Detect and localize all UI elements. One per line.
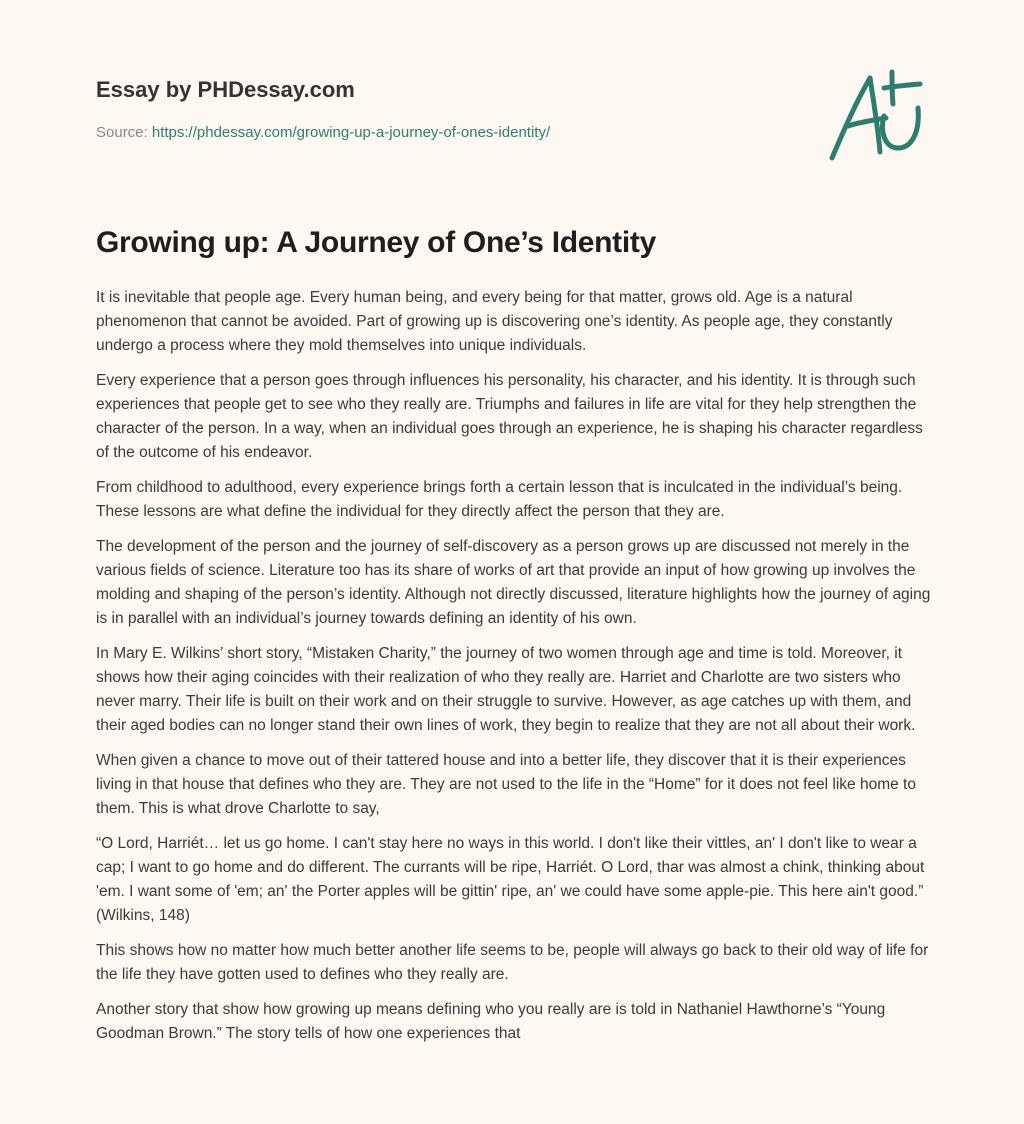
- essay-paragraph: In Mary E. Wilkins’ short story, “Mistaken Charity,” the journey of two women through age and time is told. Moreover, it shows how their aging coincides with their realization of who they really are. Harriet and Charlotte are two sisters who never marry. Their life is built on their work and on their struggle to survive. However, as age catches up with them, and their aged bodies can no longer stand their own lines of work, they begin to realize that they are not all about their work.: [96, 645, 916, 734]
- source-label: Source:: [96, 124, 148, 141]
- a-plus-logo-icon: [826, 68, 926, 164]
- site-title: Essay by PHDessay.com: [96, 77, 355, 102]
- essay-body: [96, 286, 932, 1057]
- essay-paragraph: When given a chance to move out of their tattered house and into a better life, they discover that it is their experiences living in that house that defines who they are. They are not used to the life in the “Home” for it does not feel like home to them. This is what drove Charlotte to say,: [96, 752, 916, 817]
- essay-title: Growing up: A Journey of One’s Identity: [96, 226, 656, 259]
- essay-paragraph: It is inevitable that people age. Every human being, and every being for that matter, grows old. Age is a natural phenomenon that cannot be avoided. Part of growing up is discovering one’s identity. As people age, they constantly undergo a process where they mold themselves into unique individuals.: [96, 289, 893, 354]
- source-link[interactable]: https://phdessay.com/growing-up-a-journey-of-ones-identity/: [151, 124, 551, 141]
- source-line: [96, 124, 550, 141]
- essay-paragraph: The development of the person and the journey of self-discovery as a person grows up are discussed not merely in the various fields of science. Literature too has its share of works of art that provide an input of how growing up involves the molding and shaping of the person’s identity. Although not directly discussed, literature highlights how the journey of aging is in parallel with an individual’s journey towards defining an identity of his own.: [96, 538, 931, 627]
- essay-paragraph: Another story that show how growing up means defining who you really are is told in Nathaniel Hawthorne’s “Young Goodman Brown.” The story tells of how one experiences that: [96, 1001, 886, 1042]
- essay-paragraph: This shows how no matter how much better another life seems to be, people will always go back to their old way of life for the life they have gotten used to defines who they really are.: [96, 942, 929, 983]
- essay-paragraph: From childhood to adulthood, every experience brings forth a certain lesson that is inculcated in the individual’s being. These lessons are what define the individual for they directly affect the person that they are.: [96, 479, 903, 520]
- essay-quote-paragraph: “O Lord, Harriét… let us go home. I can't stay here no ways in this world. I don't like their vittles, an' I don't like to wear a cap; I want to go home and do different. The currants will be ripe, Harriét. O Lord, thar was almost a chink, thinking about 'em. I want some of 'em; an' the Porter apples will be gittin' ripe, an' we could have some apple-pie. This here ain't good.” (Wilkins, 148): [96, 835, 925, 924]
- essay-paragraph: Every experience that a person goes through influences his personality, his character, and his identity. It is through such experiences that people get to see who they really are. Triumphs and failures in life are vital for they help strengthen the character of the person. In a way, when an individual goes through an experience, he is shaping his character regardless of the outcome of his endeavor.: [96, 372, 923, 461]
